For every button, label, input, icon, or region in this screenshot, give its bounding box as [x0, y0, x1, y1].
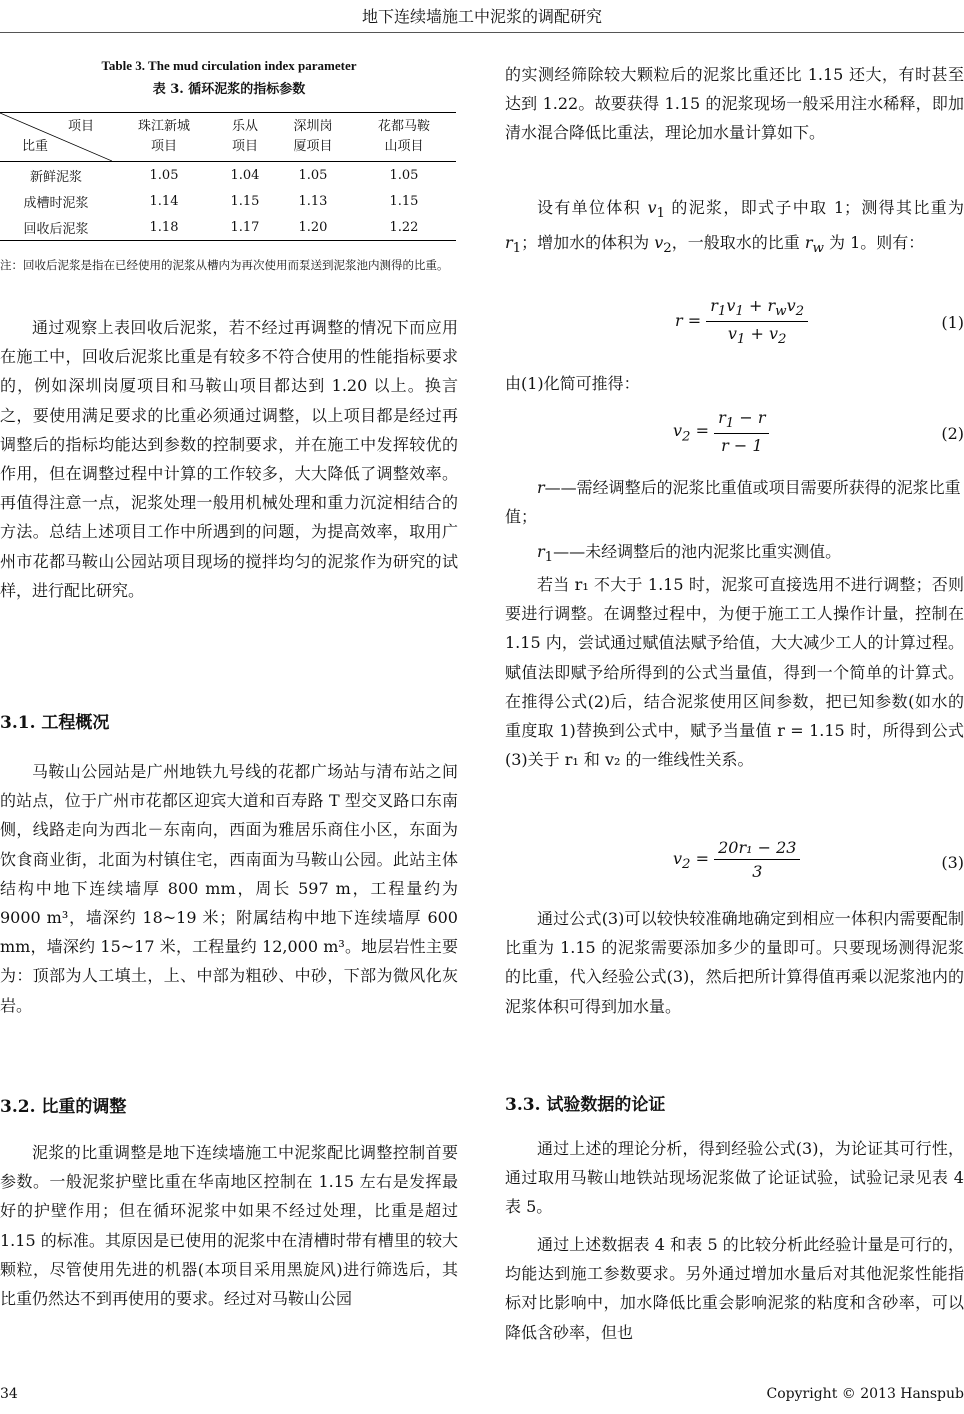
copyright: Copyright © 2013 Hanspub — [766, 1386, 964, 1402]
table-caption-en: Table 3. The mud circulation index parameter — [101, 58, 357, 73]
table-cell: 1.05 — [149, 167, 179, 183]
equation-3-number: (3) — [941, 853, 964, 872]
row-label: 新鲜泥浆 — [29, 169, 82, 185]
table-cell: 1.18 — [149, 219, 179, 235]
table-cell: 1.20 — [298, 219, 328, 235]
simplify-line: 由(1)化简可推得： — [505, 374, 640, 393]
equation-2: $v_2$ = $\frac{r_1 - r}{r - 1}$ — [673, 408, 769, 455]
header-rule — [0, 32, 964, 33]
equation-2-number: (2) — [941, 424, 964, 443]
corner-top-label: 项目 — [67, 119, 94, 134]
left-paragraph-3: 泥浆的比重调整是地下连续墙施工中泥浆配比调整控制首要参数。一般泥浆护壁比重在华南地区控制在 1.15 左右是发挥最好的护壁作用；但在循环泥浆中如果不经过处理，比重是超过 1.15 的标准。其原因是已使用的泥浆中在清槽时带有槽里的较大颗粒，尽管使用先进的机器(本项目采用黑旋风)进行筛选后，其比重仍然达不到再使用的要求。经过对马鞍山公园 — [0, 1143, 458, 1309]
diagonal-line-icon — [0, 113, 112, 161]
corner-bottom-label: 比重 — [22, 139, 49, 154]
mud-index-table — [0, 112, 456, 241]
table-cell: 1.15 — [389, 193, 419, 209]
section-heading-3-1: 3.1. 工程概况 — [0, 713, 110, 733]
table-note: 注：回收后泥浆是指在已经使用的泥浆从槽内为再次使用而泵送到泥浆池内测得的比重。 — [0, 258, 449, 272]
table-cell: 1.15 — [230, 193, 260, 209]
table-corner-cell — [0, 113, 112, 162]
page-header: 地下连续墙施工中泥浆的调配研究 — [361, 7, 602, 26]
row-label: 回收后泥浆 — [23, 221, 89, 237]
section-heading-3-3: 3.3. 试验数据的论证 — [505, 1095, 666, 1115]
definition-r1: $r_1——$未经调整后的池内泥浆比重实测值。 — [537, 542, 842, 566]
column-header: 珠江新城 项目 — [138, 119, 191, 154]
table-cell: 1.04 — [230, 167, 260, 183]
table-caption-cn: 表 3. 循环泥浆的指标参数 — [152, 82, 306, 97]
definition-r: r——需经调整后的泥浆比重值或项目需要所获得的泥浆比重值； — [505, 478, 961, 527]
left-paragraph-2: 马鞍山公园站是广州地铁九号线的花都广场站与清布站之间的站点，位于广州市花都区迎宾大道和百寿路 T 型交叉路口东南侧，线路走向为西北－东南向，西面为雅居乐商住小区，东面为饮食商业街，北面为村镇住宅，西南面为马鞍山公园。此站主体结构中地下连续墙厚 800 mm，周长 597 m，工程量约为 9000 m³，墙深约 18~19 米；附属结构中地下连续墙厚 600 mm，墙深约 15~17 米，工程量约 12,000 m³。地层岩性主要为：顶部为人工填土，上、中部为粗砂、中砂，下部为微风化灰岩。 — [0, 762, 458, 1015]
equation-1: r = $\frac{r_1v_1 + r_wv_2}{v_1 + v_2}$ — [675, 296, 808, 347]
table-row — [0, 188, 456, 214]
row-label: 成槽时泥浆 — [23, 195, 89, 211]
left-paragraph-1: 通过观察上表回收后泥浆，若不经过再调整的情况下而应用在施工中，回收后泥浆比重是有较多不符合使用的性能指标要求的，例如深圳岗厦项目和马鞍山项目都达到 1.20 以上。换言之，要使用满足要求的比重必须通过调整，以上项目都是经过再调整后的指标均能达到参数的控制要求，并在施工中发挥较优的作用，但在调整过程中计算的工作较多，大大降低了调整效率。再值得注意一点，泥浆处理一般用机械处理和重力沉淀相结合的方法。总结上述项目工作中所遇到的问题，为提高效率，取用广州市花都马鞍山公园站项目现场的搅拌均匀的泥浆作为研究的试样，进行配比研究。 — [0, 318, 458, 600]
right-paragraph-5: 通过上述的理论分析，得到经验公式(3)，为论证其可行性，通过取用马鞍山地铁站现场泥浆做了论证试验，试验记录见表 4 表 5。 — [505, 1139, 964, 1217]
table-header-row — [0, 113, 456, 162]
table-cell: 1.05 — [389, 167, 419, 183]
table-cell: 1.05 — [298, 167, 328, 183]
table-cell: 1.13 — [298, 193, 328, 209]
right-paragraph-1: 的实测经筛除较大颗粒后的泥浆比重还比 1.15 还大，有时甚至达到 1.22。故要获得 1.15 的泥浆现场一般采用注水稀释，即加清水混合降低比重法，理论加水量计算如下。 — [505, 65, 964, 143]
right-paragraph-2: 设有单位体积 $v_1$ 的泥浆，即式子中取 1；测得其比重为 $r_1$；增加水的体积为 $v_2$，一般取水的比重 $r_w$ 为 1。则有： — [505, 198, 964, 257]
page-number: 34 — [0, 1386, 18, 1402]
equation-1-number: (1) — [941, 313, 964, 332]
table-row — [0, 214, 456, 241]
right-paragraph-3: 若当 r₁ 不大于 1.15 时，泥浆可直接选用不进行调整；否则要进行调整。在调整过程中，为便于施工工人操作计量，控制在 1.15 内，尝试通过赋值法赋予给值，大大减少工人的计算过程。赋值法即赋予给所得到的公式当量值，得到一个简单的计算式。在推得公式(2)后，结合泥浆使用区间参数，把已知参数(如水的重度取 1)替换到公式中，赋予当量值 r = 1.15 时，所得到公式(3)关于 r₁ 和 v₂ 的一维线性关系。 — [505, 575, 964, 770]
column-header: 深圳岗 厦项目 — [293, 119, 333, 154]
table-cell: 1.17 — [230, 219, 260, 235]
table-cell: 1.22 — [389, 219, 419, 235]
equation-3: $v_2$ = $\frac{\text{20r₁ − 23}}{3}$ — [673, 838, 800, 881]
right-paragraph-4: 通过公式(3)可以较快较准确地确定到相应一体积内需要配制比重为 1.15 的泥浆需要添加多少的量即可。只要现场测得泥浆的比重，代入经验公式(3)，然后把所计算得值再乘以泥浆池内的泥浆体积可得到加水量。 — [505, 909, 964, 1016]
column-header: 花都马鞍 山项目 — [377, 119, 430, 154]
table-cell: 1.14 — [149, 193, 179, 209]
table-row — [0, 162, 456, 189]
column-header: 乐从 项目 — [231, 119, 258, 154]
right-paragraph-6: 通过上述数据表 4 和表 5 的比较分析此经验计量是可行的，均能达到施工参数要求。另外通过增加水量后对其他泥浆性能指标对比影响中，加水降低比重会影响泥浆的粘度和含砂率，可以降低含砂率，但也 — [505, 1235, 964, 1342]
section-heading-3-2: 3.2. 比重的调整 — [0, 1097, 127, 1117]
